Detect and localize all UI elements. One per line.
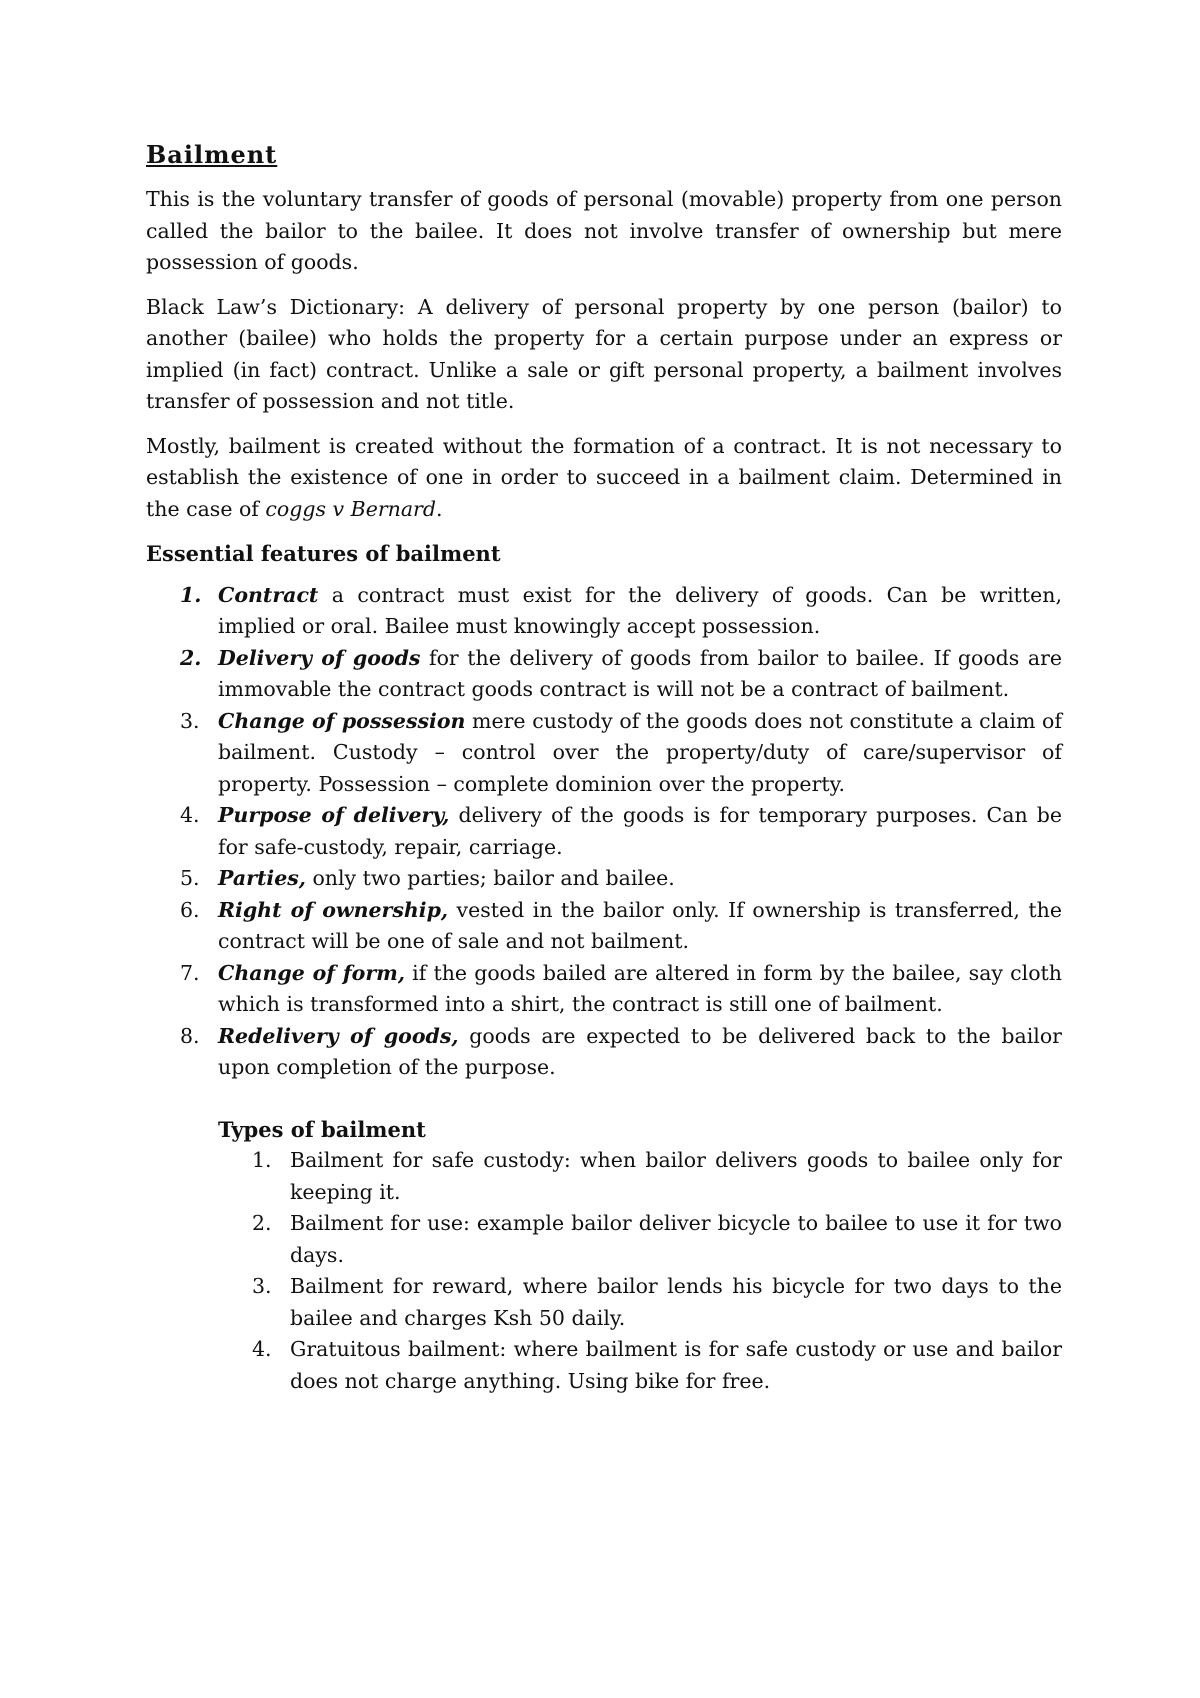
feature-term: Redelivery of goods,: [218, 1023, 459, 1048]
list-number: 4.: [252, 1337, 272, 1361]
list-number: 5.: [180, 866, 200, 890]
list-number: 2.: [180, 645, 202, 670]
list-number: 1.: [180, 582, 202, 607]
type-text: Gratuitous bailment: where bailment is for safe custody or use and bailor does not charge anything. Using bike for free.: [290, 1337, 1062, 1393]
feature-term: Change of form,: [218, 960, 405, 985]
page-title: Bailment: [146, 140, 278, 169]
list-item: [252, 1208, 1062, 1271]
list-item: [180, 958, 1062, 1021]
feature-text: mere custody of the goods does not constitute a claim of bailment. Custody – control over the property/duty of care/supervisor of property. Possession – complete dominion over the property.: [218, 708, 1062, 796]
types-heading: Types of bailment: [218, 1116, 426, 1142]
feature-text: for the delivery of goods from bailor to bailee. If goods are immovable the contract goods contract is will not be a contract of bailment.: [218, 645, 1063, 701]
list-item: [180, 863, 1062, 895]
list-number: 8.: [180, 1023, 200, 1048]
feature-term: Contract: [218, 582, 319, 607]
types-list: [252, 1145, 1062, 1397]
list-number: 2.: [252, 1211, 272, 1235]
feature-term: Delivery of goods: [218, 645, 421, 670]
features-heading: Essential features of bailment: [146, 541, 501, 566]
list-item: [180, 1021, 1062, 1084]
types-section: [218, 1114, 1062, 1398]
feature-term: Purpose of delivery,: [218, 803, 450, 827]
case-name: coggs v Bernard: [265, 496, 436, 521]
feature-text: goods are expected to be delivered back to the bailor upon completion of the purpose.: [218, 1023, 1062, 1079]
feature-text: a contract must exist for the delivery of goods. Can be written, implied or oral. Bailee must knowingly accept possession.: [218, 582, 1062, 638]
case-paragraph-text: Mostly, bailment is created without the formation of a contract. It is not necessary to establish the existence of one in order to succeed in a bailment claim. Determined in the case of: [146, 433, 1062, 521]
type-text: Bailment for reward, where bailor lends his bicycle for two days to the bailee and charges Ksh 50 daily.: [290, 1274, 1062, 1330]
type-text: Bailment for use: example bailor deliver bicycle to bailee to use it for two days.: [290, 1211, 1062, 1267]
list-number: 4.: [180, 803, 200, 827]
feature-text: only two parties; bailor and bailee.: [305, 866, 675, 890]
case-paragraph-end: .: [435, 496, 443, 521]
definition-paragraph: Black Law’s Dictionary: A delivery of personal property by one person (bailor) to another (bailee) who holds the property for a certain purpose under an express or implied (in fact) contract. Unlike a sale or gift personal property, a bailment involves transfer of possession and not title.: [146, 294, 1062, 413]
list-number: 1.: [252, 1148, 272, 1172]
features-list: [180, 580, 1062, 1084]
feature-term: Right of ownership,: [218, 897, 449, 922]
list-item: [252, 1271, 1062, 1334]
case-paragraph: [146, 431, 1062, 526]
list-number: 3.: [180, 708, 200, 733]
feature-text: if the goods bailed are altered in form by the bailee, say cloth which is transformed into a shirt, the contract is still one of bailment.: [218, 960, 1062, 1016]
list-item: [180, 800, 1062, 863]
intro-paragraph: This is the voluntary transfer of goods of personal (movable) property from one person called the bailor to the bailee. It does not involve transfer of ownership but mere possession of goods.: [146, 187, 1062, 274]
list-item: [252, 1145, 1062, 1208]
feature-term: Parties,: [218, 866, 306, 890]
list-item: [180, 643, 1062, 706]
list-number: 6.: [180, 897, 200, 922]
document-page: [146, 140, 1062, 1397]
feature-term: Change of possession: [218, 708, 466, 733]
list-item: [180, 580, 1062, 643]
list-number: 7.: [180, 960, 200, 985]
list-number: 3.: [252, 1274, 272, 1298]
type-text: Bailment for safe custody: when bailor delivers goods to bailee only for keeping it.: [290, 1148, 1062, 1204]
feature-text: vested in the bailor only. If ownership is transferred, the contract will be one of sale and not bailment.: [218, 897, 1062, 953]
feature-text: delivery of the goods is for temporary purposes. Can be for safe-custody, repair, carriage.: [218, 803, 1063, 859]
list-item: [180, 895, 1062, 958]
list-item: [252, 1334, 1062, 1397]
list-item: [180, 706, 1062, 801]
